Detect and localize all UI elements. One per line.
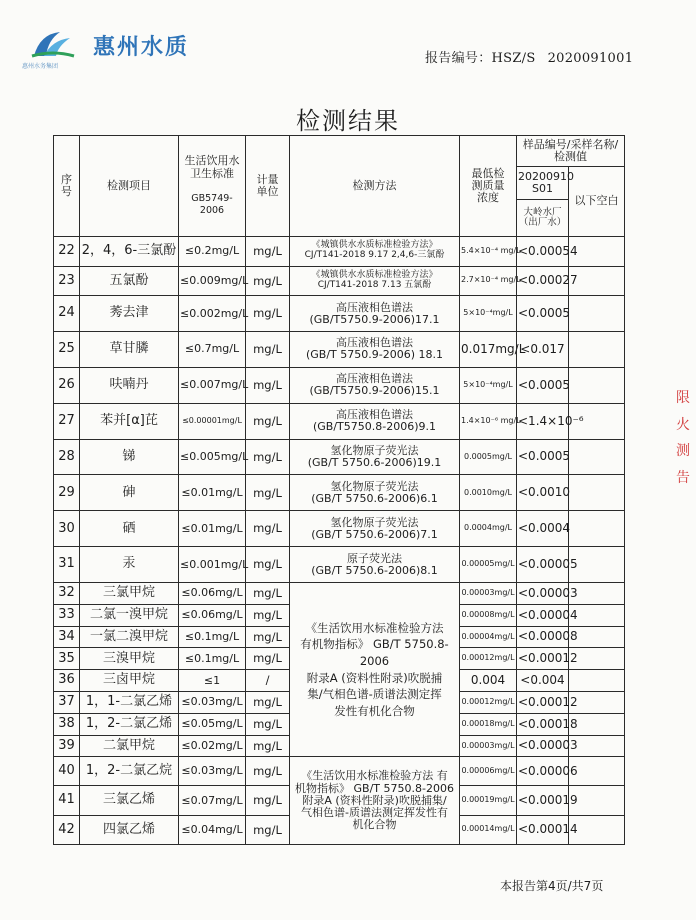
table-row: 40 1，2-二氯乙烷 ≤0.03mg/L mg/L 《生活饮用水标准检验方法 有 机物指标》 GB/T 5750.8-2006 附录A (资料性附录)吹脱捕集/ 气相色谱-质谱法测定挥发性有 机化合物 0.00006mg/L <0.00006 bbox=[54, 757, 625, 786]
method-cell: 高压液相色谱法 (GB/T5750.9-2006)17.1 bbox=[290, 296, 460, 332]
table-row: 27 苯并[α]芘 ≤0.00001mg/L mg/L 高压液相色谱法 (GB/T5750.8-2006)9.1 1.4×10⁻⁶ mg/L <1.4×10⁻⁶ bbox=[54, 403, 625, 439]
table-row: 33 二氯一溴甲烷 ≤0.06mg/L mg/L 0.00008mg/L <0.00004 bbox=[54, 604, 625, 626]
header-seq: 序 号 bbox=[54, 136, 80, 237]
results-table bbox=[53, 135, 625, 845]
header-unit: 计量 单位 bbox=[246, 136, 290, 237]
table-row: 26 呋喃丹 ≤0.007mg/L mg/L 高压液相色谱法 (GB/T5750.9-2006)15.1 5×10⁻⁴mg/L <0.0005 bbox=[54, 367, 625, 403]
table-row: 29 砷 ≤0.01mg/L mg/L 氢化物原子荧光法 (GB/T 5750.6-2006)6.1 0.0010mg/L <0.0010 bbox=[54, 475, 625, 511]
table-row: 34 一氯二溴甲烷 ≤0.1mg/L mg/L 0.00004mg/L <0.00008 bbox=[54, 626, 625, 648]
table-row: 32 三氯甲烷 ≤0.06mg/L mg/L 《生活饮用水标准检验方法 有机物指标》 GB/T 5750.8- 2006 附录A (资料性附录)吹脱捕 集/气相色谱-质谱法测定挥 发性有机化合物 0.00003mg/L <0.00003 bbox=[54, 583, 625, 605]
method-cell: 高压液相色谱法 (GB/T5750.8-2006)9.1 bbox=[290, 403, 460, 439]
table-row: 36 三卤甲烷 ≤1 / 0.004 <0.004 bbox=[54, 670, 625, 692]
header-method: 检测方法 bbox=[290, 136, 460, 237]
header-mdl: 最低检 测质量 浓度 bbox=[460, 136, 517, 237]
header-sample-id: 20200910 S01 bbox=[517, 167, 569, 200]
table-row: 38 1，2-二氯乙烯 ≤0.05mg/L mg/L 0.00018mg/L <0.00018 bbox=[54, 713, 625, 735]
table-row: 37 1，1-二氯乙烯 ≤0.03mg/L mg/L 0.00012mg/L <0.00012 bbox=[54, 691, 625, 713]
header-standard: 生活饮用水 卫生标准 GB5749-2006 bbox=[179, 136, 246, 237]
page-title: 检测结果 bbox=[296, 107, 400, 135]
header-sample-caption: 样品编号/采样名称/ 检测值 bbox=[517, 136, 625, 167]
method-cell: 氢化物原子荧光法 (GB/T 5750.6-2006)7.1 bbox=[290, 511, 460, 547]
table-row: 25 草甘膦 ≤0.7mg/L mg/L 高压液相色谱法 (GB/T 5750.9-2006) 18.1 0.017mg/L <0.017 bbox=[54, 332, 625, 368]
table-row: 22 2，4，6-三氯酚 ≤0.2mg/L mg/L 《城镇供水水质标准检验方法》 CJ/T141-2018 9.17 2,4,6-三氯酚 5.4×10⁻⁴ mg/L <0.00054 bbox=[54, 237, 625, 267]
method-cell: 氢化物原子荧光法 (GB/T 5750.6-2006)19.1 bbox=[290, 439, 460, 475]
report-number bbox=[425, 47, 633, 66]
table-row: 35 三溴甲烷 ≤0.1mg/L mg/L 0.00012mg/L <0.00012 bbox=[54, 648, 625, 670]
table-row: 39 二氯甲烷 ≤0.02mg/L mg/L 0.00003mg/L <0.00003 bbox=[54, 735, 625, 757]
red-stamp: 限 火 测 告 bbox=[676, 390, 690, 486]
brand-title: 惠州水质 bbox=[93, 35, 190, 60]
method-cell: 高压液相色谱法 (GB/T 5750.9-2006) 18.1 bbox=[290, 332, 460, 368]
page-footer: 本报告第4页/共7页 bbox=[500, 879, 604, 893]
table-row: 31 汞 ≤0.001mg/L mg/L 原子荧光法 (GB/T 5750.6-2006)8.1 0.00005mg/L <0.00005 bbox=[54, 547, 625, 583]
table-row: 41 三氯乙烯 ≤0.07mg/L mg/L 0.00019mg/L <0.00019 bbox=[54, 786, 625, 815]
header-blank-note: 以下空白 bbox=[569, 167, 625, 237]
method-cell-merged: 《生活饮用水标准检验方法 有机物指标》 GB/T 5750.8- 2006 附录A (资料性附录)吹脱捕 集/气相色谱-质谱法测定挥 发性有机化合物 bbox=[290, 583, 460, 757]
table-row: 28 锑 ≤0.005mg/L mg/L 氢化物原子荧光法 (GB/T 5750.6-2006)19.1 0.0005mg/L <0.0005 bbox=[54, 439, 625, 475]
report-number-value: 2020091001 bbox=[547, 51, 634, 66]
table-row: 23 五氯酚 ≤0.009mg/L mg/L 《城镇供水水质标准检验方法》 CJ/T141-2018 7.13 五氯酚 2.7×10⁻⁴ mg/L <0.00027 bbox=[54, 266, 625, 296]
method-cell: 氢化物原子荧光法 (GB/T 5750.6-2006)6.1 bbox=[290, 475, 460, 511]
report-number-label: 报告编号：HSZ/S bbox=[425, 51, 536, 66]
table-row: 42 四氯乙烯 ≤0.04mg/L mg/L 0.00014mg/L <0.00014 bbox=[54, 815, 625, 844]
logo-caption: 惠州水务集团 bbox=[22, 63, 59, 70]
method-cell: 高压液相色谱法 (GB/T5750.9-2006)15.1 bbox=[290, 367, 460, 403]
method-cell: 《城镇供水水质标准检验方法》 CJ/T141-2018 7.13 五氯酚 bbox=[290, 266, 460, 296]
method-cell: 原子荧光法 (GB/T 5750.6-2006)8.1 bbox=[290, 547, 460, 583]
method-cell-merged: 《生活饮用水标准检验方法 有 机物指标》 GB/T 5750.8-2006 附录A (资料性附录)吹脱捕集/ 气相色谱-质谱法测定挥发性有 机化合物 bbox=[290, 757, 460, 845]
method-cell: 《城镇供水水质标准检验方法》 CJ/T141-2018 9.17 2,4,6-三氯酚 bbox=[290, 237, 460, 267]
table-row: 30 硒 ≤0.01mg/L mg/L 氢化物原子荧光法 (GB/T 5750.6-2006)7.1 0.0004mg/L <0.0004 bbox=[54, 511, 625, 547]
header-sample-name: 大岭水厂 （出厂水） bbox=[517, 200, 569, 237]
header-item: 检测项目 bbox=[80, 136, 179, 237]
table-row: 24 莠去津 ≤0.002mg/L mg/L 高压液相色谱法 (GB/T5750.9-2006)17.1 5×10⁻⁴mg/L <0.0005 bbox=[54, 296, 625, 332]
